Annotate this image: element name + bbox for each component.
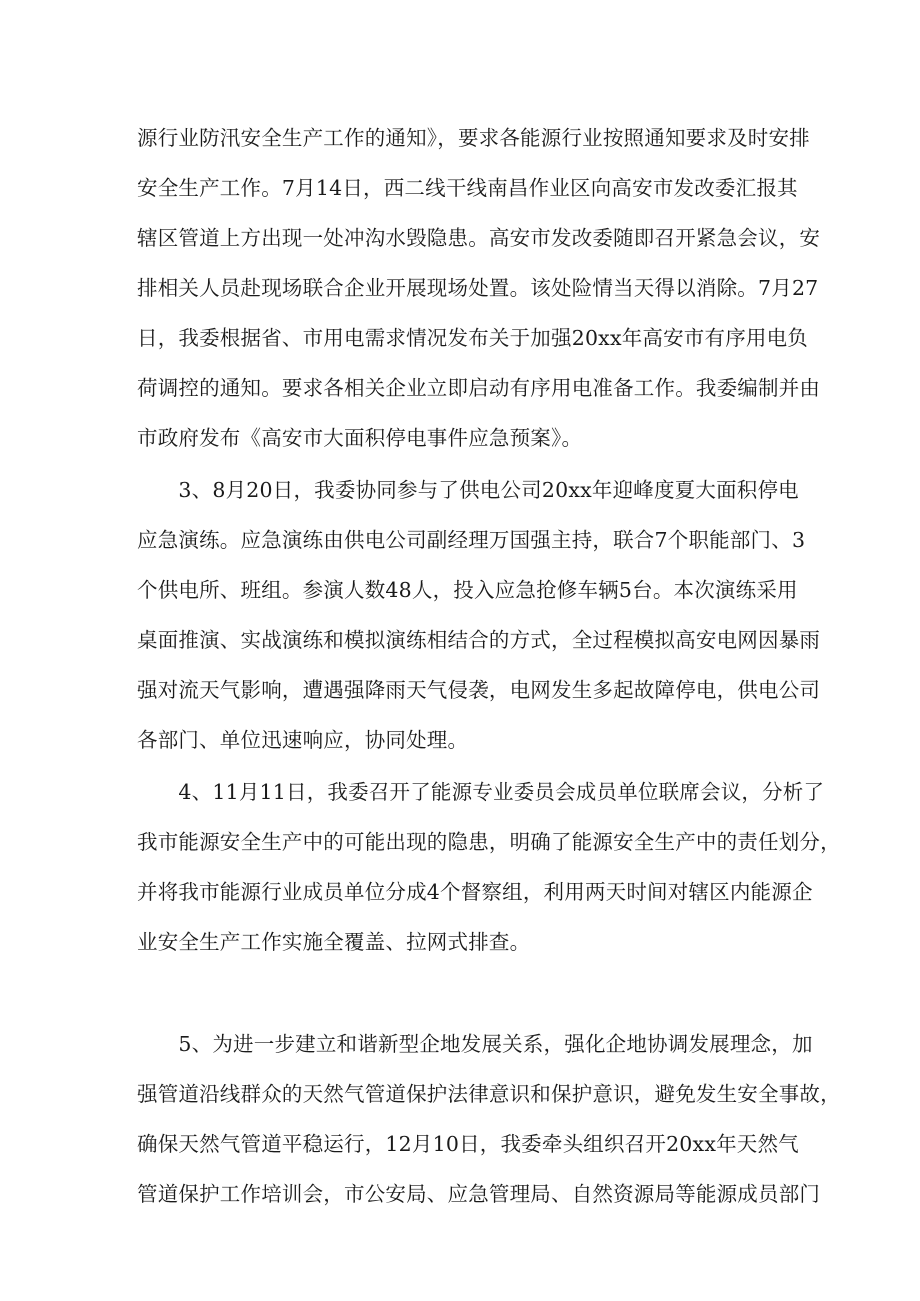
text-line: 业安全生产工作实施全覆盖、拉网式排查。 bbox=[137, 930, 531, 954]
text-line: 我市能源安全生产中的可能出现的隐患，明确了能源安全生产中的责任划分， bbox=[137, 830, 841, 854]
text-line: 强管道沿线群众的天然气管道保护法律意识和保护意识，避免发生安全事故， bbox=[137, 1082, 841, 1106]
paragraph-item-3-drill bbox=[137, 465, 821, 765]
text-line: 3、8月20日，我委协同参与了供电公司20xx年迎峰度夏大面积停电 bbox=[137, 478, 799, 502]
text-line: 强对流天气影响，遭遇强降雨天气侵袭，电网发生多起故障停电，供电公司 bbox=[137, 678, 821, 702]
text-line: 管道保护工作培训会，市公安局、应急管理局、自然资源局等能源成员部门 bbox=[137, 1182, 821, 1206]
text-line: 荷调控的通知。要求各相关企业立即启动有序用电准备工作。我委编制并由 bbox=[137, 376, 821, 400]
paragraph-item-5-pipeline bbox=[137, 1019, 841, 1219]
text-line: 排相关人员赴现场联合企业开展现场处置。该处险情当天得以消除。7月27 bbox=[137, 276, 819, 300]
text-line: 4、11月11日，我委召开了能源专业委员会成员单位联席会议，分析了 bbox=[137, 780, 825, 804]
paragraph-energy-safety-notice bbox=[137, 113, 821, 463]
text-line: 市政府发布《高安市大面积停电事件应急预案》。 bbox=[137, 426, 583, 450]
text-line: 个供电所、班组。参演人数48人，投入应急抢修车辆5台。本次演练采用 bbox=[137, 578, 798, 602]
text-line: 安全生产工作。7月14日，西二线干线南昌作业区向高安市发改委汇报其 bbox=[137, 176, 798, 200]
paragraph-item-4-meeting bbox=[137, 767, 841, 967]
text-line: 5、为进一步建立和谐新型企地发展关系，强化企地协调发展理念，加 bbox=[137, 1032, 813, 1056]
text-line: 应急演练。应急演练由供电公司副经理万国强主持，联合7个职能部门、3 bbox=[137, 528, 806, 552]
text-line: 并将我市能源行业成员单位分成4个督察组，利用两天时间对辖区内能源企 bbox=[137, 880, 813, 904]
text-line: 日，我委根据省、市用电需求情况发布关于加强20xx年高安市有序用电负 bbox=[137, 326, 809, 350]
text-line: 桌面推演、实战演练和模拟演练相结合的方式，全过程模拟高安电网因暴雨 bbox=[137, 628, 821, 652]
text-line: 源行业防汛安全生产工作的通知》，要求各能源行业按照通知要求及时安排 bbox=[137, 126, 810, 150]
text-line: 各部门、单位迅速响应，协同处理。 bbox=[137, 728, 469, 752]
text-line: 辖区管道上方出现一处冲沟水毁隐患。高安市发改委随即召开紧急会议，安 bbox=[137, 226, 821, 250]
text-line: 确保天然气管道平稳运行，12月10日，我委牵头组织召开20xx年天然气 bbox=[137, 1132, 799, 1156]
